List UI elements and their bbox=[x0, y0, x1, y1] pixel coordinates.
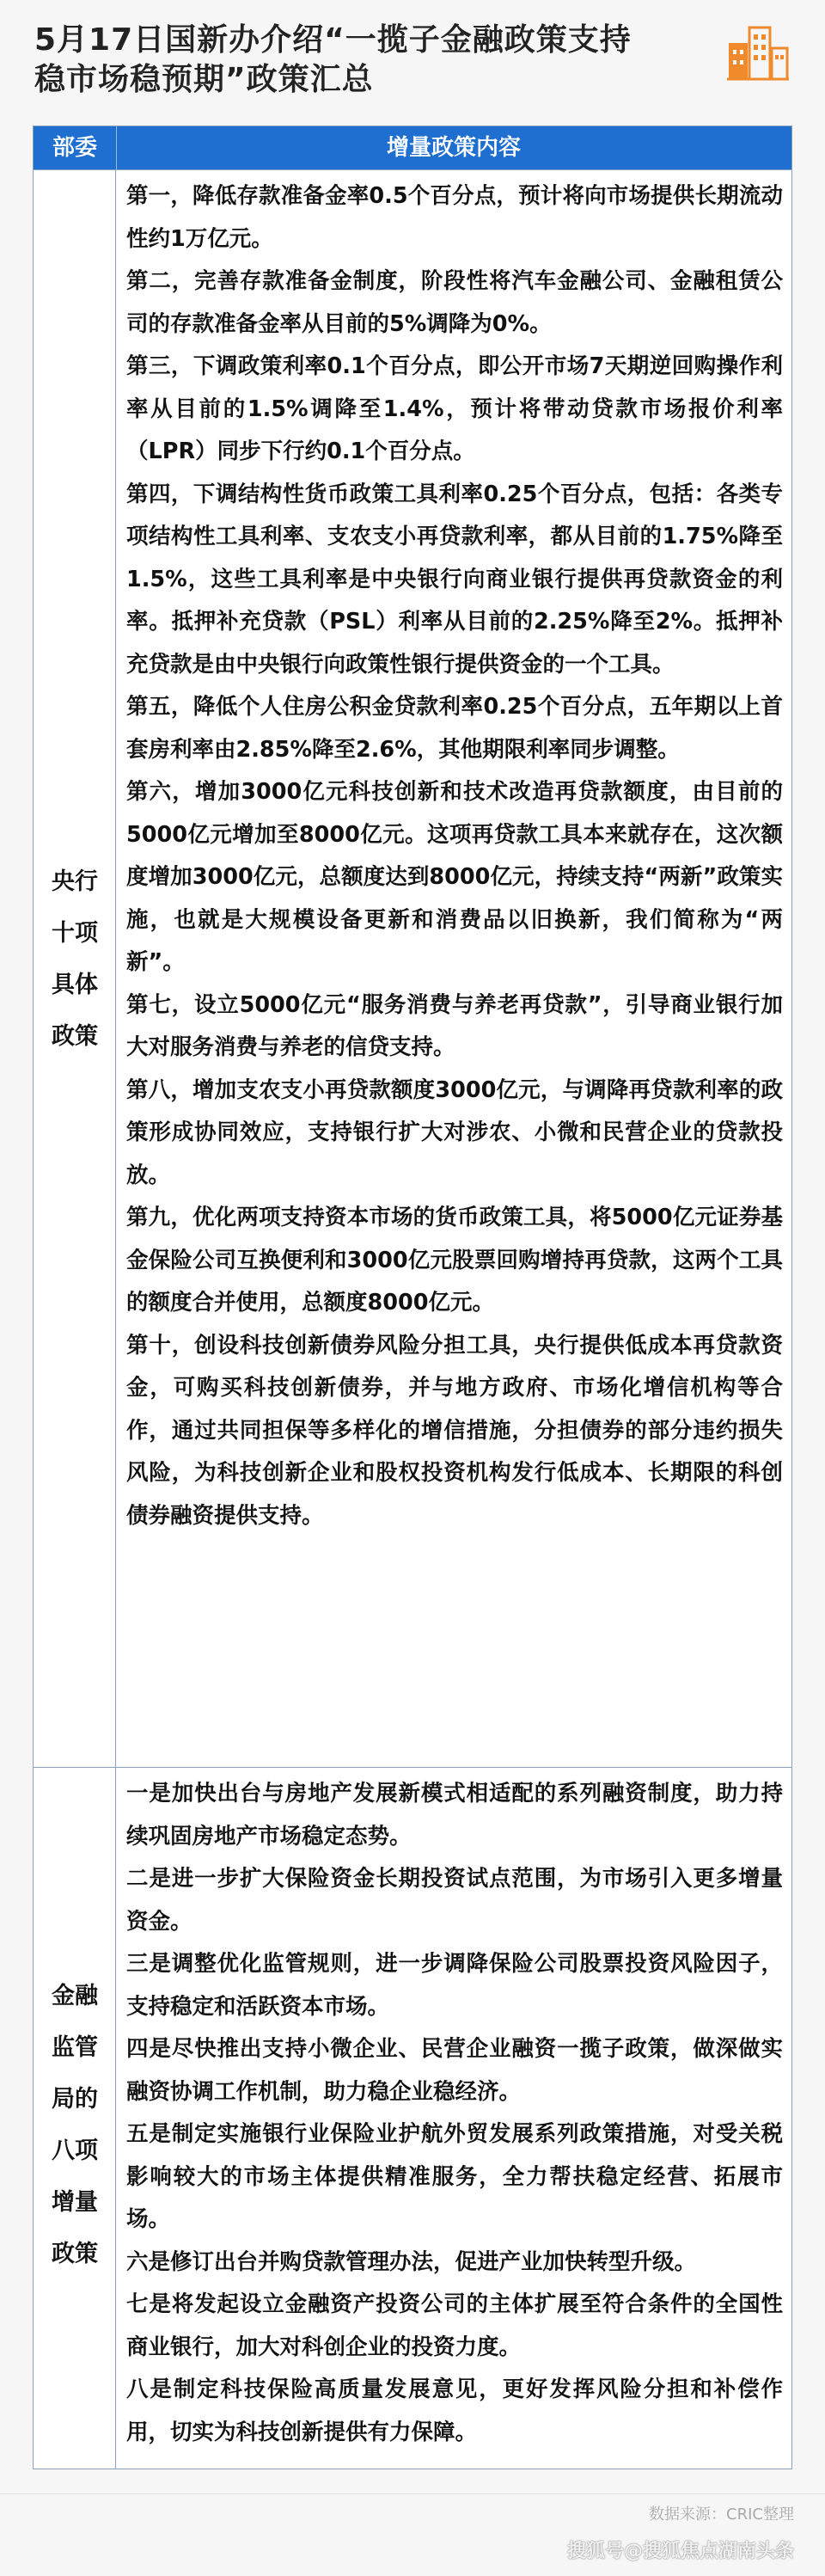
footer-divider bbox=[0, 2493, 825, 2494]
dept-cell-central-bank bbox=[34, 170, 116, 1768]
dept-label-central-bank bbox=[34, 856, 116, 1063]
policy-item: 第七，设立5000亿元“服务消费与养老再贷款”，引导商业银行加大对服务消费与养老的信贷支持。 bbox=[126, 991, 783, 1060]
policy-item: 第二，完善存款准备金制度，阶段性将汽车金融公司、金融租赁公司的存款准备金率从目前的5%调降为0%。 bbox=[126, 268, 783, 337]
dept-label-financial-regulator bbox=[34, 1971, 116, 2280]
policy-item: 二是进一步扩大保险资金长期投资试点范围，为市场引入更多增量资金。 bbox=[126, 1866, 783, 1935]
dept-line: 具体 bbox=[52, 972, 98, 998]
data-source-note: 数据来源：CRIC整理 bbox=[649, 2505, 794, 2524]
dept-line: 八项 bbox=[52, 2137, 98, 2164]
policy-item: 第三，下调政策利率0.1个百分点，即公开市场7天期逆回购操作利率从目前的1.5%调降至1.4%，预计将带动贷款市场报价利率（LPR）同步下行约0.1个百分点。 bbox=[126, 353, 783, 464]
content-cell-central-bank bbox=[116, 170, 791, 1537]
policy-item: 第四，下调结构性货币政策工具利率0.25个百分点，包括：各类专项结构性工具利率、支农支小再贷款利率，都从目前的1.75%降至1.5%，这些工具利率是中央银行向商业银行提供再贷款资金的利率。抵押补充贷款（PSL）利率从目前的2.25%降至2%。抵押补充贷款是由中央银行向政策性银行提供资金的一个工具。 bbox=[126, 481, 783, 678]
content-cell-financial-regulator bbox=[116, 1768, 791, 2454]
policy-item: 一是加快出台与房地产发展新模式相适配的系列融资制度，助力持续巩固房地产市场稳定态势。 bbox=[126, 1781, 783, 1849]
policy-table bbox=[33, 126, 792, 2469]
policy-item: 五是制定实施银行业保险业护航外贸发展系列政策措施，对受关税影响较大的市场主体提供精准服务，全力帮扶稳定经营、拓展市场。 bbox=[126, 2121, 783, 2232]
policy-item: 第九，优化两项支持资本市场的货币政策工具，将5000亿元证券基金保险公司互换便利和3000亿元股票回购增持再贷款，这两个工具的额度合并使用，总额度8000亿元。 bbox=[126, 1205, 783, 1316]
policy-item: 八是制定科技保险高质量发展意见，更好发挥风险分担和补偿作用，切实为科技创新提供有力保障。 bbox=[126, 2377, 783, 2445]
policy-item: 七是将发起设立金融资产投资公司的主体扩展至符合条件的全国性商业银行，加大对科创企业的投资力度。 bbox=[126, 2291, 783, 2360]
watermark: 搜狐号@搜狐焦点湖南头条 bbox=[566, 2541, 794, 2562]
page-title-line-2: 稳市场稳预期”政策汇总 bbox=[34, 62, 374, 97]
dept-cell-financial-regulator bbox=[34, 1768, 116, 2469]
policy-item: 第一，降低存款准备金率0.5个百分点，预计将向市场提供长期流动性约1万亿元。 bbox=[126, 183, 783, 252]
header-dept: 部委 bbox=[34, 126, 117, 169]
dept-line: 央行 bbox=[52, 868, 98, 895]
dept-line: 监管 bbox=[52, 2034, 98, 2061]
dept-line: 政策 bbox=[52, 1023, 98, 1050]
building-icon bbox=[727, 24, 789, 81]
dept-line: 增量 bbox=[52, 2189, 98, 2216]
dept-line: 局的 bbox=[52, 2086, 98, 2113]
section-central-bank bbox=[34, 169, 791, 1768]
table-header-row bbox=[34, 126, 791, 169]
policy-item: 第十，创设科技创新债券风险分担工具，央行提供低成本再贷款资金，可购买科技创新债券，并与地方政府、市场化增信机构等合作，通过共同担保等多样化的增信措施，分担债券的部分违约损失风险，为科技创新企业和股权投资机构发行低成本、长期限的科创债券融资提供支持。 bbox=[126, 1332, 783, 1529]
dept-line: 金融 bbox=[52, 1983, 98, 2009]
policy-item: 三是调整优化监管规则，进一步调降保险公司股票投资风险因子，支持稳定和活跃资本市场。 bbox=[126, 1951, 783, 2020]
dept-line: 十项 bbox=[52, 920, 98, 947]
policy-item: 第五，降低个人住房公积金贷款利率0.25个百分点，五年期以上首套房利率由2.85%降至2.6%，其他期限利率同步调整。 bbox=[126, 694, 783, 763]
policy-item: 六是修订出台并购贷款管理办法，促进产业加快转型升级。 bbox=[126, 2248, 697, 2275]
dept-line: 政策 bbox=[52, 2241, 98, 2267]
policy-item: 四是尽快推出支持小微企业、民营企业融资一揽子政策，做深做实融资协调工作机制，助力稳企业稳经济。 bbox=[126, 2036, 783, 2105]
section-financial-regulator bbox=[34, 1767, 791, 2469]
header-content: 增量政策内容 bbox=[386, 135, 521, 161]
policy-item: 第八，增加支农支小再贷款额度3000亿元，与调降再贷款利率的政策形成协同效应，支持银行扩大对涉农、小微和民营企业的贷款投放。 bbox=[126, 1076, 783, 1188]
page-header bbox=[0, 0, 825, 110]
policy-item: 第六，增加3000亿元科技创新和技术改造再贷款额度，由目前的5000亿元增加至8000亿元。这项再贷款工具本来就存在，这次额度增加3000亿元，总额度达到8000亿元，持续支持“两新”政策实施，也就是大规模设备更新和消费品以旧换新，我们简称为“两新”。 bbox=[126, 779, 783, 975]
page-title-line-1: 5月17日国新办介绍“一揽子金融政策支持 bbox=[34, 22, 632, 58]
